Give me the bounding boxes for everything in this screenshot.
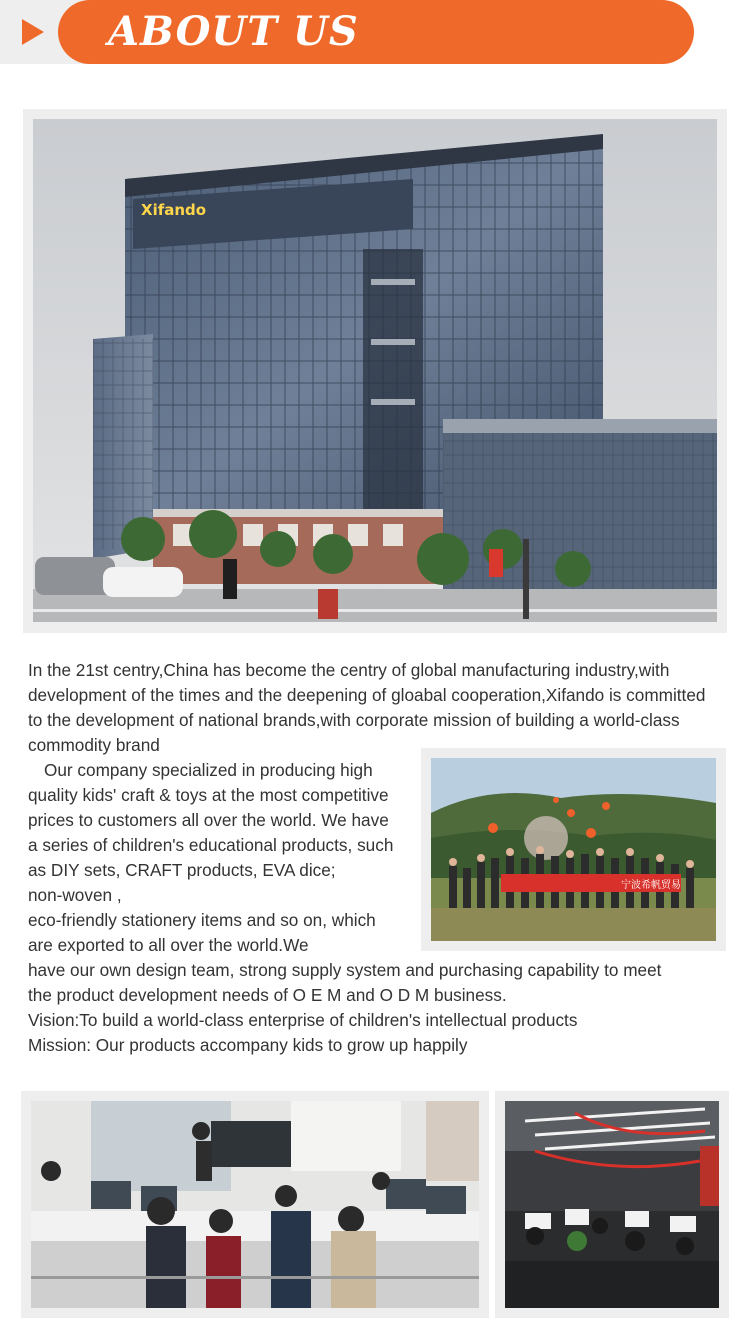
description-line: as DIY sets, CRAFT products, EVA dice; xyxy=(28,860,336,880)
description-line: Our company specialized in producing high xyxy=(44,760,373,780)
play-arrow-icon xyxy=(22,19,44,45)
description-line: eco-friendly stationery items and so on, which xyxy=(28,910,376,930)
company-building-photo xyxy=(33,119,717,622)
description-line: a series of children's educational products, such xyxy=(28,835,394,855)
building-sign-text: Xifando xyxy=(141,201,207,219)
page-title: ABOUT US xyxy=(108,8,359,55)
description-line: prices to customers all over the world. We have xyxy=(28,810,389,830)
mission-statement: Mission: Our products accompany kids to grow up happily xyxy=(28,1035,468,1055)
team-banner-text: 宁波希帆贸易 xyxy=(621,880,681,891)
intro-paragraph: In the 21st centry,China has become the centry of global manufacturing industry,with development of the times and the deepening of gloabal cooperation,Xifando is committed to the development of national brands,with corporate mission of building a world-class commodity brand xyxy=(28,660,706,755)
description-line: quality kids' craft & toys at the most competitive xyxy=(28,785,389,805)
about-us-header xyxy=(0,0,750,64)
description-line: non-woven , xyxy=(28,885,122,905)
team-outing-photo xyxy=(431,758,716,941)
vision-statement: Vision:To build a world-class enterprise of children's intellectual products xyxy=(28,1010,578,1030)
description-line: have our own design team, strong supply system and purchasing capability to meet xyxy=(28,960,662,980)
office-meeting-photo xyxy=(31,1101,479,1308)
company-description xyxy=(28,758,413,958)
description-line: the product development needs of O E M and O D M business. xyxy=(28,985,507,1005)
office-workspace-photo xyxy=(505,1101,719,1308)
description-line: are exported to all over the world.We xyxy=(28,935,309,955)
company-vision-mission xyxy=(28,958,720,1058)
